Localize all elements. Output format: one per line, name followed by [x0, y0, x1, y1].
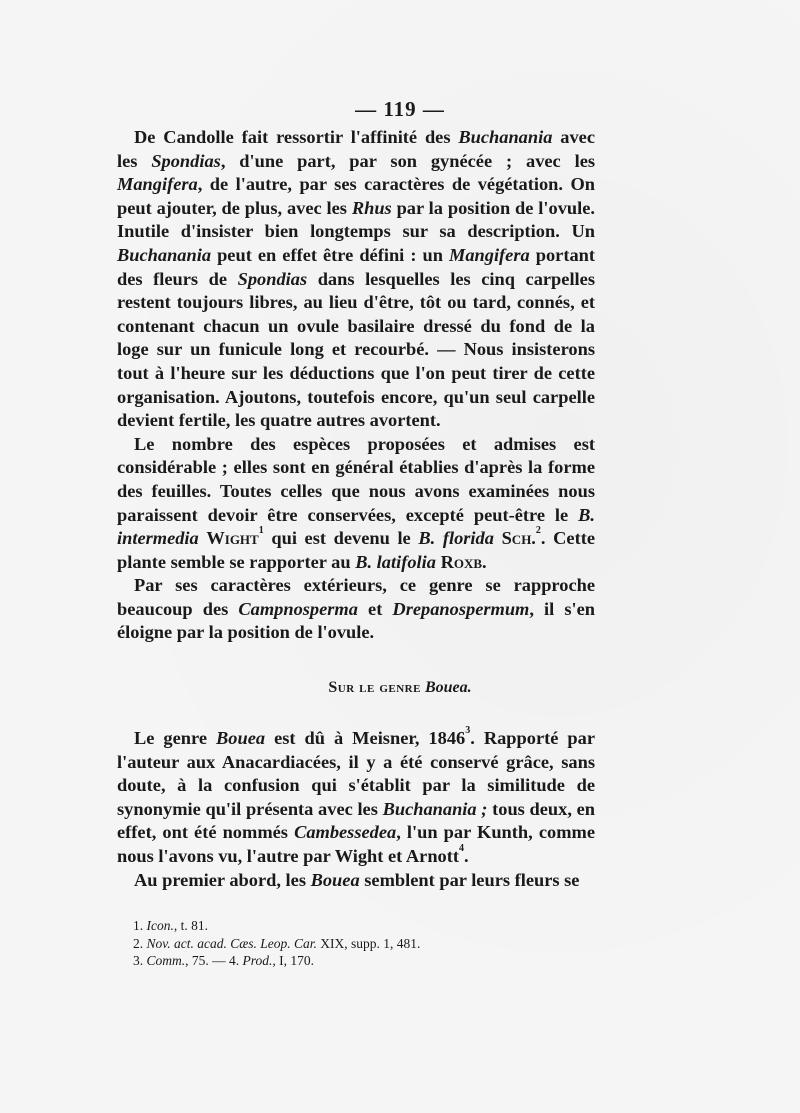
- section-heading: [0, 679, 800, 697]
- italic-term: Buchanania ;: [382, 798, 488, 819]
- body-text-continued: [117, 727, 595, 892]
- footnote: [133, 935, 420, 953]
- text-run: Le genre: [134, 728, 217, 748]
- text-run: Le nombre des espèces proposées et admises est considérable ; elles sont en général établies d'après la forme des feuilles. Toutes celles que nous avons examinées nous paraissent devoir être conservées, excepté peut-être le: [117, 433, 595, 525]
- paragraph: [117, 869, 595, 893]
- italic-term: Bouea: [310, 869, 360, 890]
- text-run: avec les: [117, 127, 595, 171]
- text-run: Par ses caractères extérieurs, ce genre se rapproche beaucoup des: [117, 575, 595, 619]
- italic-term: Buchanania: [458, 127, 553, 147]
- text-run: 3.: [133, 953, 147, 968]
- text-run: semblent par leurs fleurs se: [359, 869, 580, 890]
- text-run: , 75. — 4.: [185, 953, 243, 968]
- italic-term: Rhus: [351, 197, 392, 218]
- paragraph: [117, 727, 595, 869]
- italic-term: Icon.: [146, 918, 174, 933]
- footnote-ref: 3: [465, 725, 471, 736]
- footnote: [133, 917, 420, 935]
- text-run: et: [357, 598, 393, 619]
- italic-term: B. latifolia: [355, 551, 436, 572]
- author-name: Roxb.: [440, 551, 487, 572]
- italic-term: Mangifera: [117, 174, 198, 195]
- page-number: — 119 —: [355, 97, 445, 121]
- italic-term: Nov. act. acad. Cæs. Leop. Car.: [146, 935, 317, 951]
- author-name: Sch.: [501, 528, 536, 549]
- text-run: , d'une part, par son gynécée ; avec les: [220, 150, 596, 171]
- section-heading-genus: Bouea.: [424, 679, 472, 696]
- footnote-ref: 2: [535, 525, 541, 537]
- text-run: qui est devenu le: [263, 528, 419, 549]
- text-run: 1.: [133, 918, 147, 933]
- text-run: . Cette plante semble se rapporter au: [117, 528, 595, 572]
- italic-term: Campnosperma: [238, 598, 358, 619]
- text-run: tous deux, en effet, ont été nommés: [117, 798, 595, 843]
- text-run: , de l'autre, par ses caractères de végétation. On peut ajouter, de plus, avec les: [117, 174, 595, 218]
- text-run: De Candolle fait ressortir l'affinité des: [134, 127, 459, 147]
- italic-term: Spondias: [237, 268, 308, 289]
- text-run: , I, 170.: [272, 953, 315, 968]
- text-run: , l'un par Kunth, comme nous l'avons vu, l'autre par Wight et Arnott: [117, 822, 595, 866]
- text-run: portant des fleurs de: [117, 244, 595, 289]
- italic-term: Prod.: [242, 953, 273, 968]
- text-run: est dû à Meisner, 1846: [265, 728, 466, 748]
- italic-term: Comm.: [146, 953, 186, 968]
- paragraph: [117, 574, 595, 645]
- italic-term: Drepanospermum: [392, 598, 530, 619]
- italic-term: Cambessedea: [294, 822, 397, 843]
- footnote-ref: 4: [459, 842, 464, 854]
- italic-term: Bouea: [216, 728, 266, 748]
- author-name: Wight: [206, 528, 259, 549]
- text-run: XIX, supp. 1, 481.: [316, 935, 421, 951]
- italic-term: B. intermedia: [117, 504, 595, 549]
- section-heading-prefix: Sur le genre: [328, 679, 421, 696]
- footnote: [133, 952, 420, 970]
- text-run: . Rapporté par l'auteur aux Anacardiacées, il y a été conservé grâce, sans doute, à la confusion qui s'établit par la similitude de synonymie qu'il présenta avec les: [117, 728, 595, 819]
- body-text: [117, 126, 595, 645]
- paragraph: [117, 126, 595, 433]
- text-run: par la position de l'ovule. Inutile d'insister bien longtemps sur sa description. Un: [117, 197, 595, 242]
- italic-term: Buchanania: [117, 244, 212, 265]
- footnote-ref: 1: [258, 525, 264, 537]
- text-run: 2.: [133, 935, 147, 951]
- italic-term: Mangifera: [448, 244, 530, 265]
- text-run: dans lesquelles les cinq carpelles restent toujours libres, au lieu d'être, tôt ou tard, connés, et contenant chacun un ovule basilaire dressé du fond de la loge sur un funicule long et recourbé. — Nous insisterons tout à l'heure sur les déductions que l'on peut tirer de cette organisation. Ajoutons, toutefois encore, qu'un seul carpelle devient fertile, les quatre autres avortent.: [117, 268, 595, 431]
- paragraph: [117, 433, 595, 575]
- text-run: peut en effet être défini : un: [211, 244, 449, 265]
- italic-term: B. florida: [418, 528, 494, 549]
- text-run: , t. 81.: [173, 918, 209, 933]
- italic-term: Spondias: [151, 150, 221, 171]
- text-run: .: [464, 845, 469, 866]
- footnotes: [133, 917, 420, 970]
- text-run: , il s'en éloigne par la position de l'ovule.: [117, 598, 596, 643]
- text-run: [494, 528, 502, 548]
- text-run: Au premier abord, les: [134, 869, 311, 890]
